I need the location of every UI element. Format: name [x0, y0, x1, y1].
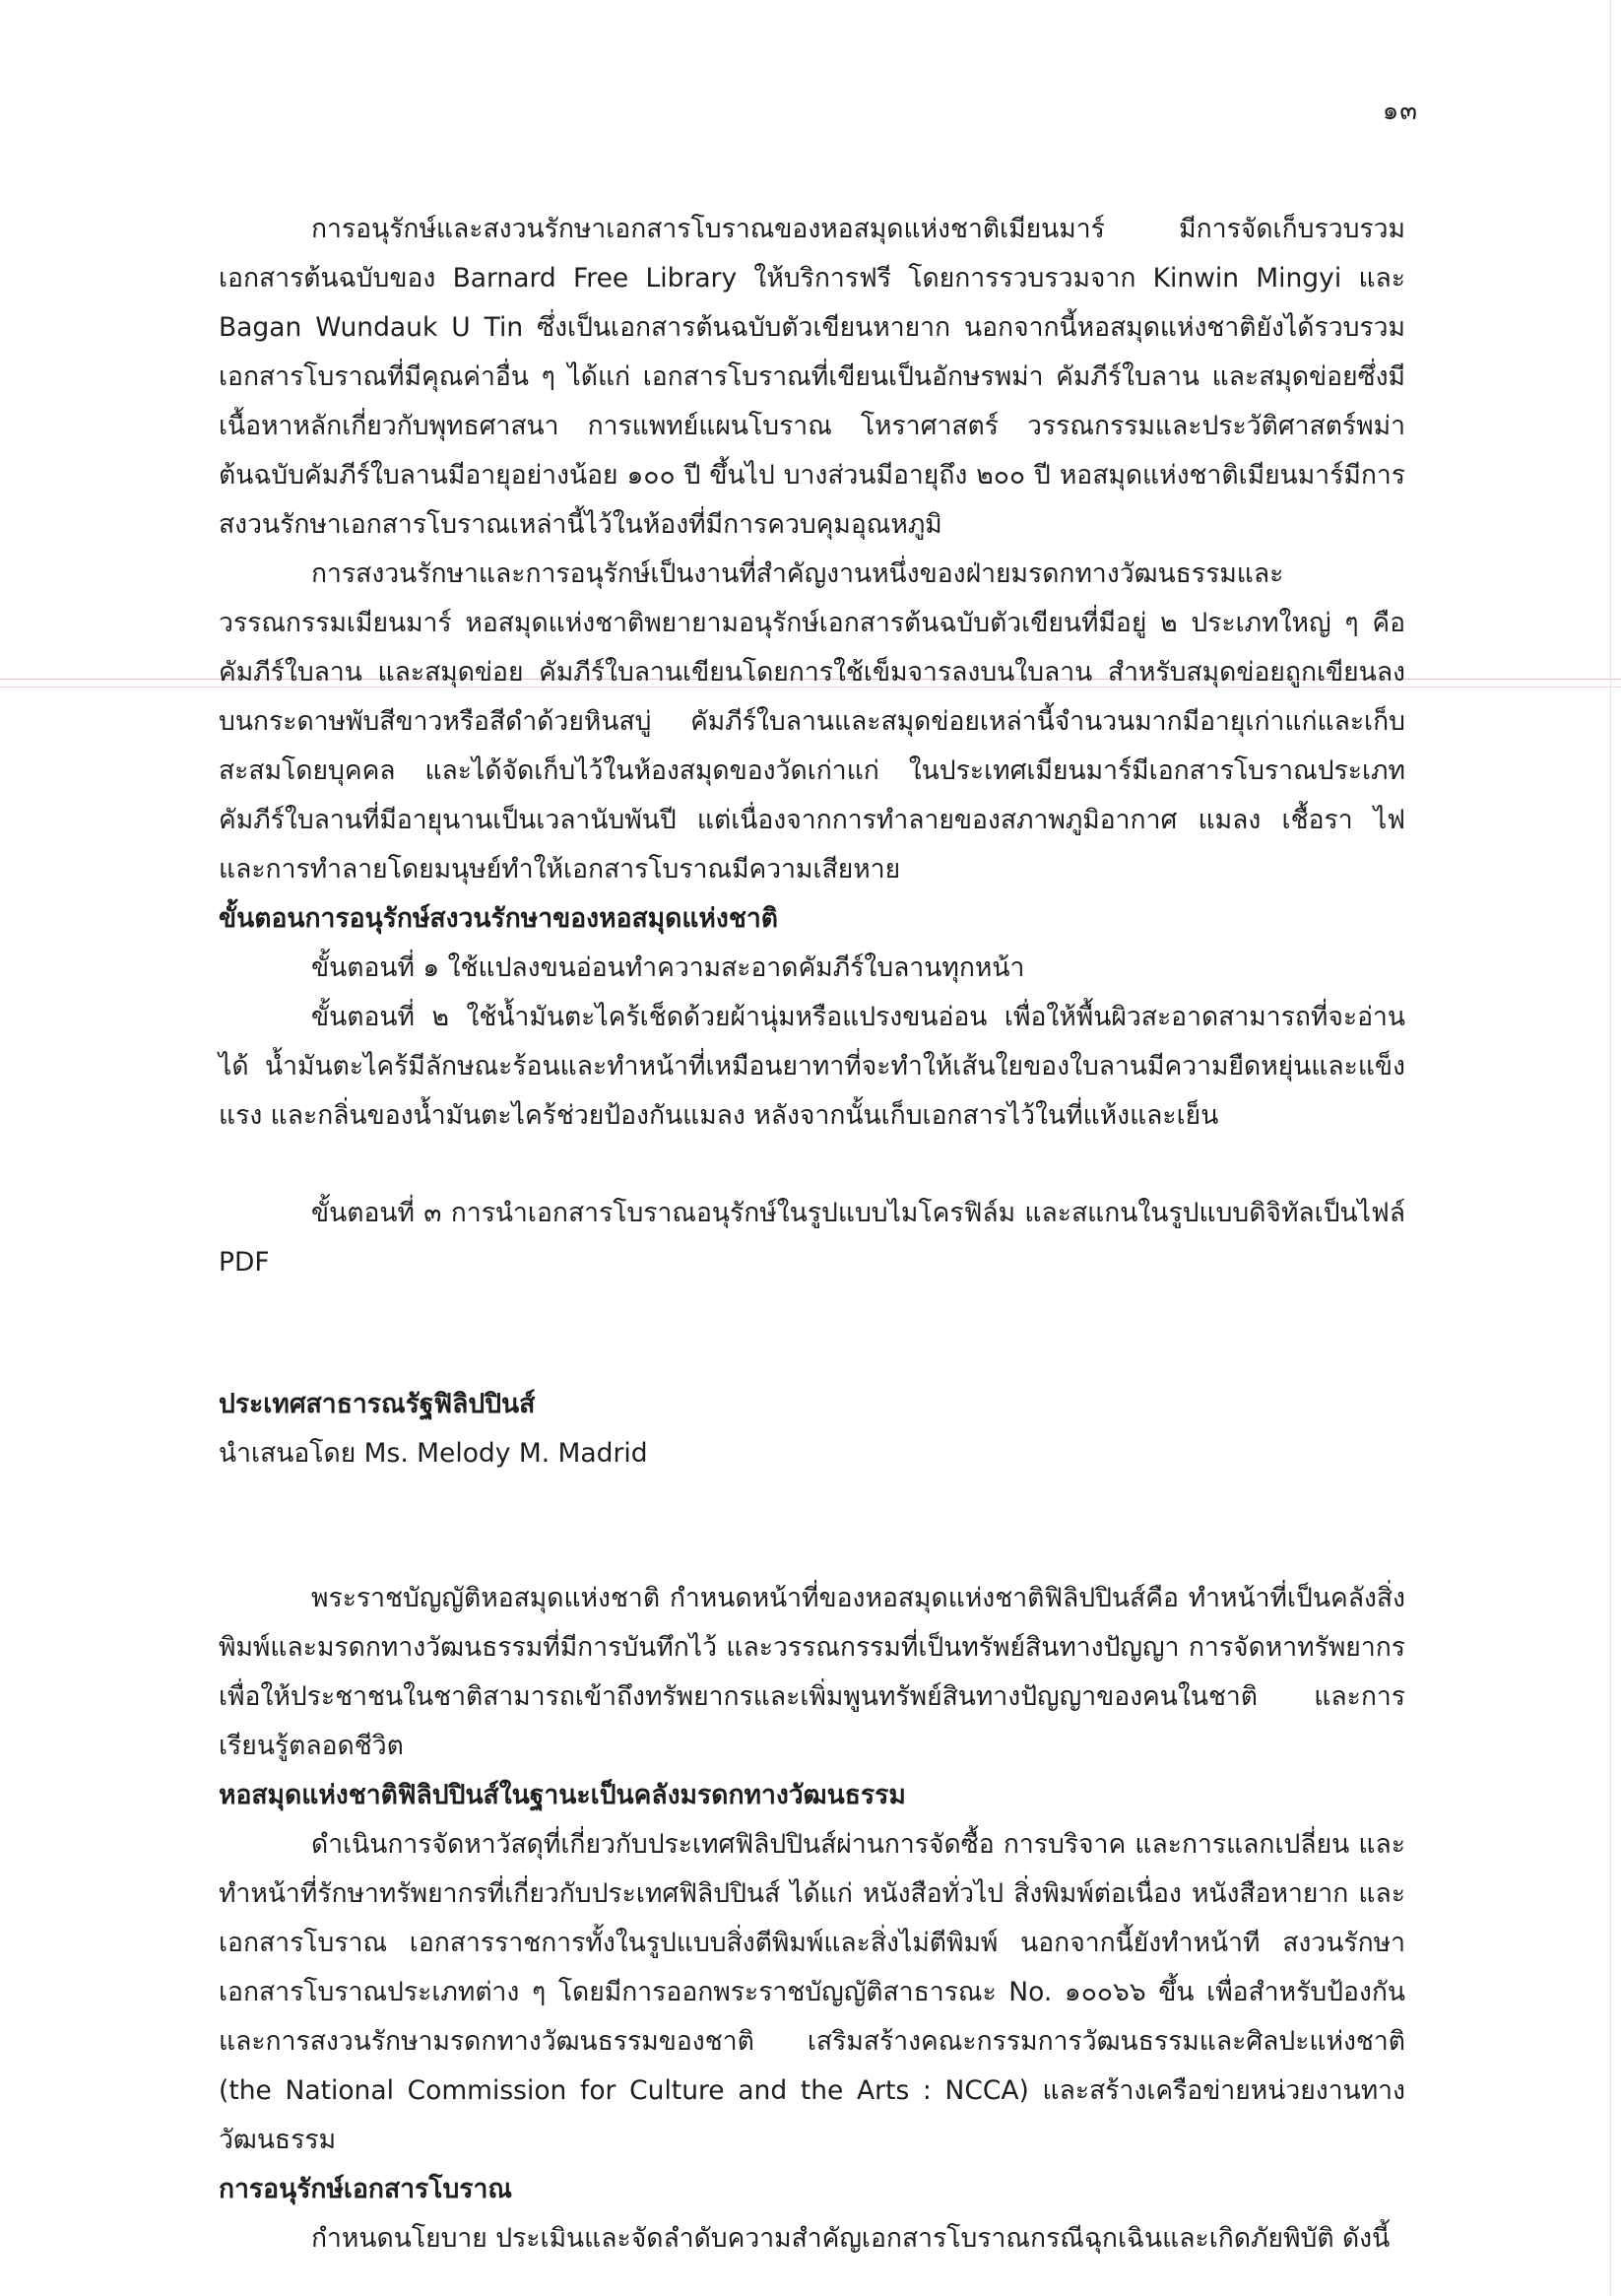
paragraph-myanmar-conservation: การสงวนรักษาและการอนุรักษ์เป็นงานที่สำคัญงานหนึ่งของฝ่ายมรดกทางวัฒนธรรมและวรรณกรรมเมียนมาร์ หอสมุดแห่งชาติพยายามอนุรักษ์เอกสารต้นฉบับตัวเขียนที่มีอยู่ ๒ ประเภทใหญ่ ๆ คือ คัมภีร์ใบลาน และสมุดข่อย คัมภีร์ใบลานเขียนโดยการใช้เข็มจารลงบนใบลาน สำหรับสมุดข่อยถูกเขียนลงบนกระดาษพับสีขาวหรือสีดำด้วยหินสบู่ คัมภีร์ใบลานและสมุดข่อยเหล่านี้จำนวนมากมีอายุเก่าแก่และเก็บสะสมโดยบุคคล และได้จัดเก็บไว้ในห้องสมุดของวัดเก่าแก่ ในประเทศเมียนมาร์มีเอกสารโบราณประเภทคัมภีร์ใบลานที่มีอายุนานเป็นเวลานับพันปี แต่เนื่องจากการทำลายของสภาพภูมิอากาศ แมลง เชื้อรา ไฟ และการทำลายโดยมนุษย์ทำให้เอกสารโบราณมีความเสียหาย [219, 558, 1405, 885]
presenter: นำเสนอโดย Ms. Melody M. Madrid [219, 1438, 648, 1469]
heading-cultural-heritage: หอสมุดแห่งชาติฟิลิปปินส์ในฐานะเป็นคลังมรดกทางวัฒนธรรม [219, 1780, 906, 1810]
heading-conservation-steps: ขั้นตอนการอนุรักษ์สงวนรักษาของหอสมุดแห่งชาติ [219, 903, 778, 934]
heading-philippines: ประเทศสาธารณรัฐฟิลิปปินส์ [219, 1389, 536, 1419]
document-body [219, 205, 1405, 2263]
heading-manuscript-conservation: การอนุรักษ์เอกสารโบราณ [219, 2174, 512, 2204]
page-edge [1610, 0, 1611, 2296]
step-1: ขั้นตอนที่ ๑ ใช้แปลงขนอ่อนทำความสะอาดคัมภีร์ใบลานทุกหน้า [311, 952, 1025, 983]
paragraph-myanmar-collection: การอนุรักษ์และสงวนรักษาเอกสารโบราณของหอสมุดแห่งชาติเมียนมาร์ มีการจัดเก็บรวบรวมเอกสารต้นฉบับของ Barnard Free Library ให้บริการฟรี โดยการรวบรวมจาก Kinwin Mingyi และ Bagan Wundauk U Tin ซึ่งเป็นเอกสารต้นฉบับตัวเขียนหายาก นอกจากนี้หอสมุดแห่งชาติยังได้รวบรวมเอกสารโบราณที่มีคุณค่าอื่น ๆ ได้แก่ เอกสารโบราณที่เขียนเป็นอักษรพม่า คัมภีร์ใบลาน และสมุดข่อยซึ่งมีเนื้อหาหลักเกี่ยวกับพุทธศาสนา การแพทย์แผนโบราณ โหราศาสตร์ วรรณกรรมและประวัติศาสตร์พม่า ต้นฉบับคัมภีร์ใบลานมีอายุอย่างน้อย ๑๐๐ ปี ขึ้นไป บางส่วนมีอายุถึง ๒๐๐ ปี หอสมุดแห่งชาติเมียนมาร์มีการสงวนรักษาเอกสารโบราณเหล่านี้ไว้ในห้องที่มีการควบคุมอุณหภูมิ [219, 214, 1405, 540]
paragraph-policy: กำหนดนโยบาย ประเมินและจัดลำดับความสำคัญเอกสารโบราณกรณีฉุกเฉินและเกิดภัยพิบัติ ดังนี้ [311, 2223, 1391, 2254]
step-3: ขั้นตอนที่ ๓ การนำเอกสารโบราณอนุรักษ์ในรูปแบบไมโครฟิล์ม และสแกนในรูปแบบดิจิทัลเป็นไฟล์ PDF [219, 1198, 1405, 1278]
paragraph-national-library-act: พระราชบัญญัติหอสมุดแห่งชาติ กำหนดหน้าที่ของหอสมุดแห่งชาติฟิลิปปินส์คือ ทำหน้าที่เป็นคลังสิ่งพิมพ์และมรดกทางวัฒนธรรมที่มีการบันทึกไว้ และวรรณกรรมที่เป็นทรัพย์สินทางปัญญา การจัดหาทรัพยากรเพื่อให้ประชาชนในชาติสามารถเข้าถึงทรัพยากรและเพิ่มพูนทรัพย์สินทางปัญญาของคนในชาติ และการเรียนรู้ตลอดชีวิต [219, 1583, 1405, 1761]
page-number: ๑๓ [1382, 97, 1418, 126]
step-2: ขั้นตอนที่ ๒ ใช้น้ำมันตะไคร้เช็ดด้วยผ้านุ่มหรือแปรงขนอ่อน เพื่อให้พื้นผิวสะอาดสามารถที่จะอ่านได้ น้ำมันตะไคร้มีลักษณะร้อนและทำหน้าที่เหมือนยาทาที่จะทำให้เส้นใยของใบลานมีความยืดหยุ่นและแข็งแรง และกลิ่นของน้ำมันตะไคร้ช่วยป้องกันแมลง หลังจากนั้นเก็บเอกสารไว้ในที่แห้งและเย็น [219, 1002, 1405, 1131]
paragraph-acquisition: ดำเนินการจัดหาวัสดุที่เกี่ยวกับประเทศฟิลิปปินส์ผ่านการจัดซื้อ การบริจาค และการแลกเปลี่ยน และทำหน้าที่รักษาทรัพยากรที่เกี่ยวกับประเทศฟิลิปปินส์ ได้แก่ หนังสือทั่วไป สิ่งพิมพ์ต่อเนื่อง หนังสือหายาก และเอกสารโบราณ เอกสารราชการทั้งในรูปแบบสิ่งตีพิมพ์และสิ่งไม่ตีพิมพ์ นอกจากนี้ยังทำหน้าที สงวนรักษาเอกสารโบราณประเภทต่าง ๆ โดยมีการออกพระราชบัญญัติสาธารณะ No. ๑๐๐๖๖ ขึ้น เพื่อสำหรับป้องกันและการสงวนรักษามรดกทางวัฒนธรรมของชาติ เสริมสร้างคณะกรรมการวัฒนธรรมและศิลปะแห่งชาติ (the National Commission for Culture and the Arts : NCCA) และสร้างเครือข่ายหน่วยงานทางวัฒนธรรม [219, 1829, 1405, 2155]
